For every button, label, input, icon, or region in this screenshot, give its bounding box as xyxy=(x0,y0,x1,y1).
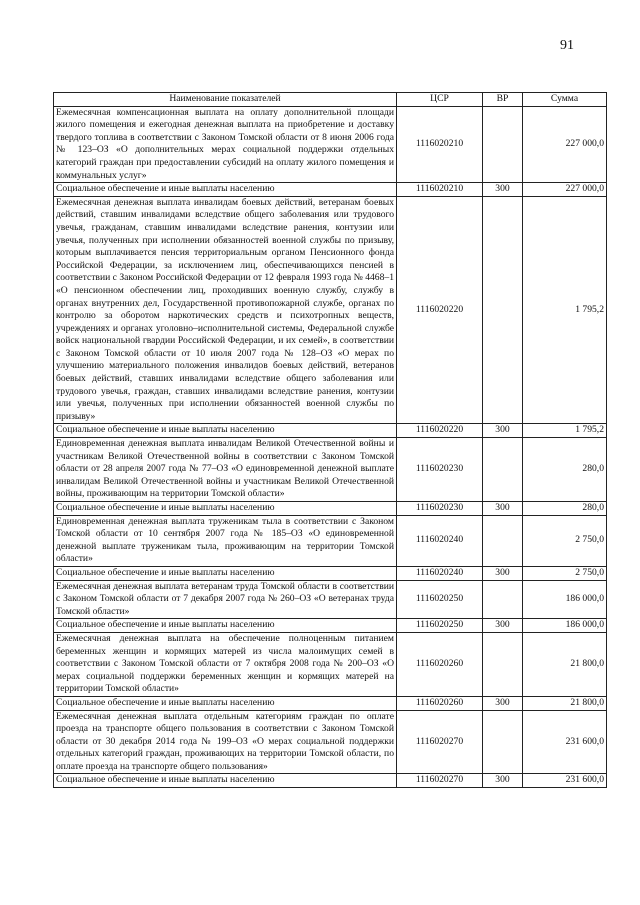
table-row xyxy=(54,632,607,696)
row-sum-cell: 1 795,2 xyxy=(523,424,607,438)
header-name: Наименование показателей xyxy=(54,93,397,107)
row-vr-cell: 300 xyxy=(483,696,523,710)
table-header-row xyxy=(54,93,607,107)
row-csr-cell: 1116020270 xyxy=(397,710,483,774)
table-row xyxy=(54,696,607,710)
row-csr-cell: 1116020260 xyxy=(397,696,483,710)
page-number: 91 xyxy=(560,38,574,53)
row-csr-cell: 1116020220 xyxy=(397,424,483,438)
row-vr-cell: 300 xyxy=(483,619,523,633)
row-vr-cell: 300 xyxy=(483,183,523,197)
row-csr-cell: 1116020240 xyxy=(397,566,483,580)
table-row xyxy=(54,774,607,788)
row-sum-cell: 186 000,0 xyxy=(523,580,607,619)
table-row xyxy=(54,515,607,566)
row-name-cell: Ежемесячная компенсационная выплата на оплату дополнительной площади жилого помещения и ежегодная денежная выплата на приобретение и доставку твердого топлива в соответствии с Законом Томской области от 8 июня 2006 года № 123–ОЗ «О дополнительных мерах социальной поддержки отдельных категорий граждан при предоставлении субсидий на оплату жилого помещения и коммунальных услуг» xyxy=(54,106,397,183)
table-row xyxy=(54,502,607,516)
row-csr-cell: 1116020260 xyxy=(397,632,483,696)
row-csr-cell: 1116020220 xyxy=(397,196,483,424)
row-name-cell: Социальное обеспечение и иные выплаты населению xyxy=(54,774,397,788)
row-csr-cell: 1116020210 xyxy=(397,183,483,197)
row-sum-cell: 227 000,0 xyxy=(523,183,607,197)
row-name-cell: Социальное обеспечение и иные выплаты населению xyxy=(54,424,397,438)
row-vr-cell xyxy=(483,438,523,502)
row-sum-cell: 21 800,0 xyxy=(523,696,607,710)
row-name-cell: Социальное обеспечение и иные выплаты населению xyxy=(54,696,397,710)
row-vr-cell xyxy=(483,515,523,566)
row-vr-cell xyxy=(483,580,523,619)
row-sum-cell: 280,0 xyxy=(523,438,607,502)
row-vr-cell: 300 xyxy=(483,774,523,788)
row-sum-cell: 227 000,0 xyxy=(523,106,607,183)
row-sum-cell: 21 800,0 xyxy=(523,632,607,696)
row-csr-cell: 1116020250 xyxy=(397,580,483,619)
row-name-cell: Социальное обеспечение и иные выплаты населению xyxy=(54,183,397,197)
row-name-cell: Социальное обеспечение и иные выплаты населению xyxy=(54,502,397,516)
row-vr-cell: 300 xyxy=(483,424,523,438)
row-name-cell: Единовременная денежная выплата труженикам тыла в соответствии с Законом Томской области от 10 сентября 2007 года № 185–ОЗ «О единовременной денежной выплате труженикам тыла, проживающим на территории Томской области» xyxy=(54,515,397,566)
row-vr-cell: 300 xyxy=(483,566,523,580)
row-vr-cell: 300 xyxy=(483,502,523,516)
row-vr-cell xyxy=(483,106,523,183)
header-sum: Сумма xyxy=(523,93,607,107)
table-row xyxy=(54,438,607,502)
row-name-cell: Ежемесячная денежная выплата на обеспечение полноценным питанием беременных женщин и кормящих матерей из числа малоимущих семей в соответствии с Законом Томской области от 7 октября 2008 года № 200–ОЗ «О мерах социальной поддержки беременных женщин и кормящих матерей на территории Томской области» xyxy=(54,632,397,696)
row-name-cell: Социальное обеспечение и иные выплаты населению xyxy=(54,566,397,580)
row-sum-cell: 2 750,0 xyxy=(523,515,607,566)
table-row xyxy=(54,619,607,633)
row-name-cell: Ежемесячная денежная выплата инвалидам боевых действий, ветеранам боевых действий, ставшим инвалидами вследствие общего заболевания или трудового увечья, гражданам, ставшим инвалидами вследствие ранения, контузии или увечья, полученных при исполнении обязанностей военной службы по призыву, которым выплачивается пенсия территориальным органом Пенсионного фонда Российской Федерации, за исключением лиц, обеспечивающихся пенсией в соответствии с Законом Российской Федерации от 12 февраля 1993 года № 4468–1 «О пенсионном обеспечении лиц, проходивших военную службу, службу в органах внутренних дел, Государственной противопожарной службе, органах по контролю за оборотом наркотических средств и психотропных веществ, учреждениях и органах уголовно–исполнительной системы, Федеральной службе войск национальной гвардии Российской Федерации, и их семей», в соответствии с Законом Томской области от 10 июля 2007 года № 128–ОЗ «О мерах по улучшению материального положения инвалидов боевых действий, ветеранов боевых действий, ставших инвалидами вследствие общего заболевания или трудового увечья, граждан, ставших инвалидами вследствие ранения, контузии или увечья, полученных при исполнении обязанностей военной службы по призыву» xyxy=(54,196,397,424)
table-row xyxy=(54,580,607,619)
row-csr-cell: 1116020230 xyxy=(397,438,483,502)
table-row xyxy=(54,424,607,438)
table-row xyxy=(54,196,607,424)
budget-table xyxy=(53,92,607,788)
row-csr-cell: 1116020250 xyxy=(397,619,483,633)
row-csr-cell: 1116020240 xyxy=(397,515,483,566)
row-vr-cell xyxy=(483,632,523,696)
row-sum-cell: 1 795,2 xyxy=(523,196,607,424)
table-row xyxy=(54,106,607,183)
row-sum-cell: 280,0 xyxy=(523,502,607,516)
table-row xyxy=(54,566,607,580)
row-sum-cell: 186 000,0 xyxy=(523,619,607,633)
row-csr-cell: 1116020230 xyxy=(397,502,483,516)
row-vr-cell xyxy=(483,196,523,424)
row-sum-cell: 231 600,0 xyxy=(523,774,607,788)
row-name-cell: Ежемесячная денежная выплата ветеранам труда Томской области в соответствии с Законом Томской области от 7 декабря 2007 года № 260–ОЗ «О ветеранах труда Томской области» xyxy=(54,580,397,619)
header-vr: ВР xyxy=(483,93,523,107)
row-vr-cell xyxy=(483,710,523,774)
row-name-cell: Ежемесячная денежная выплата отдельным категориям граждан по оплате проезда на транспорте общего пользования в соответствии с Законом Томской области от 30 декабря 2014 года № 199–ОЗ «О мерах социальной поддержки отдельных категорий граждан, проживающих на территории Томской области, по оплате проезда на транспорте общего пользования» xyxy=(54,710,397,774)
row-sum-cell: 2 750,0 xyxy=(523,566,607,580)
table-row xyxy=(54,710,607,774)
row-csr-cell: 1116020270 xyxy=(397,774,483,788)
row-name-cell: Социальное обеспечение и иные выплаты населению xyxy=(54,619,397,633)
table-row xyxy=(54,183,607,197)
header-csr: ЦСР xyxy=(397,93,483,107)
row-csr-cell: 1116020210 xyxy=(397,106,483,183)
row-name-cell: Единовременная денежная выплата инвалидам Великой Отечественной войны и участникам Великой Отечественной войны в соответствии с Законом Томской области от 28 апреля 2007 года № 77–ОЗ «О единовременной денежной выплате инвалидам Великой Отечественной войны и участникам Великой Отечественной войны, проживающим на территории Томской области» xyxy=(54,438,397,502)
table-body xyxy=(54,106,607,787)
row-sum-cell: 231 600,0 xyxy=(523,710,607,774)
